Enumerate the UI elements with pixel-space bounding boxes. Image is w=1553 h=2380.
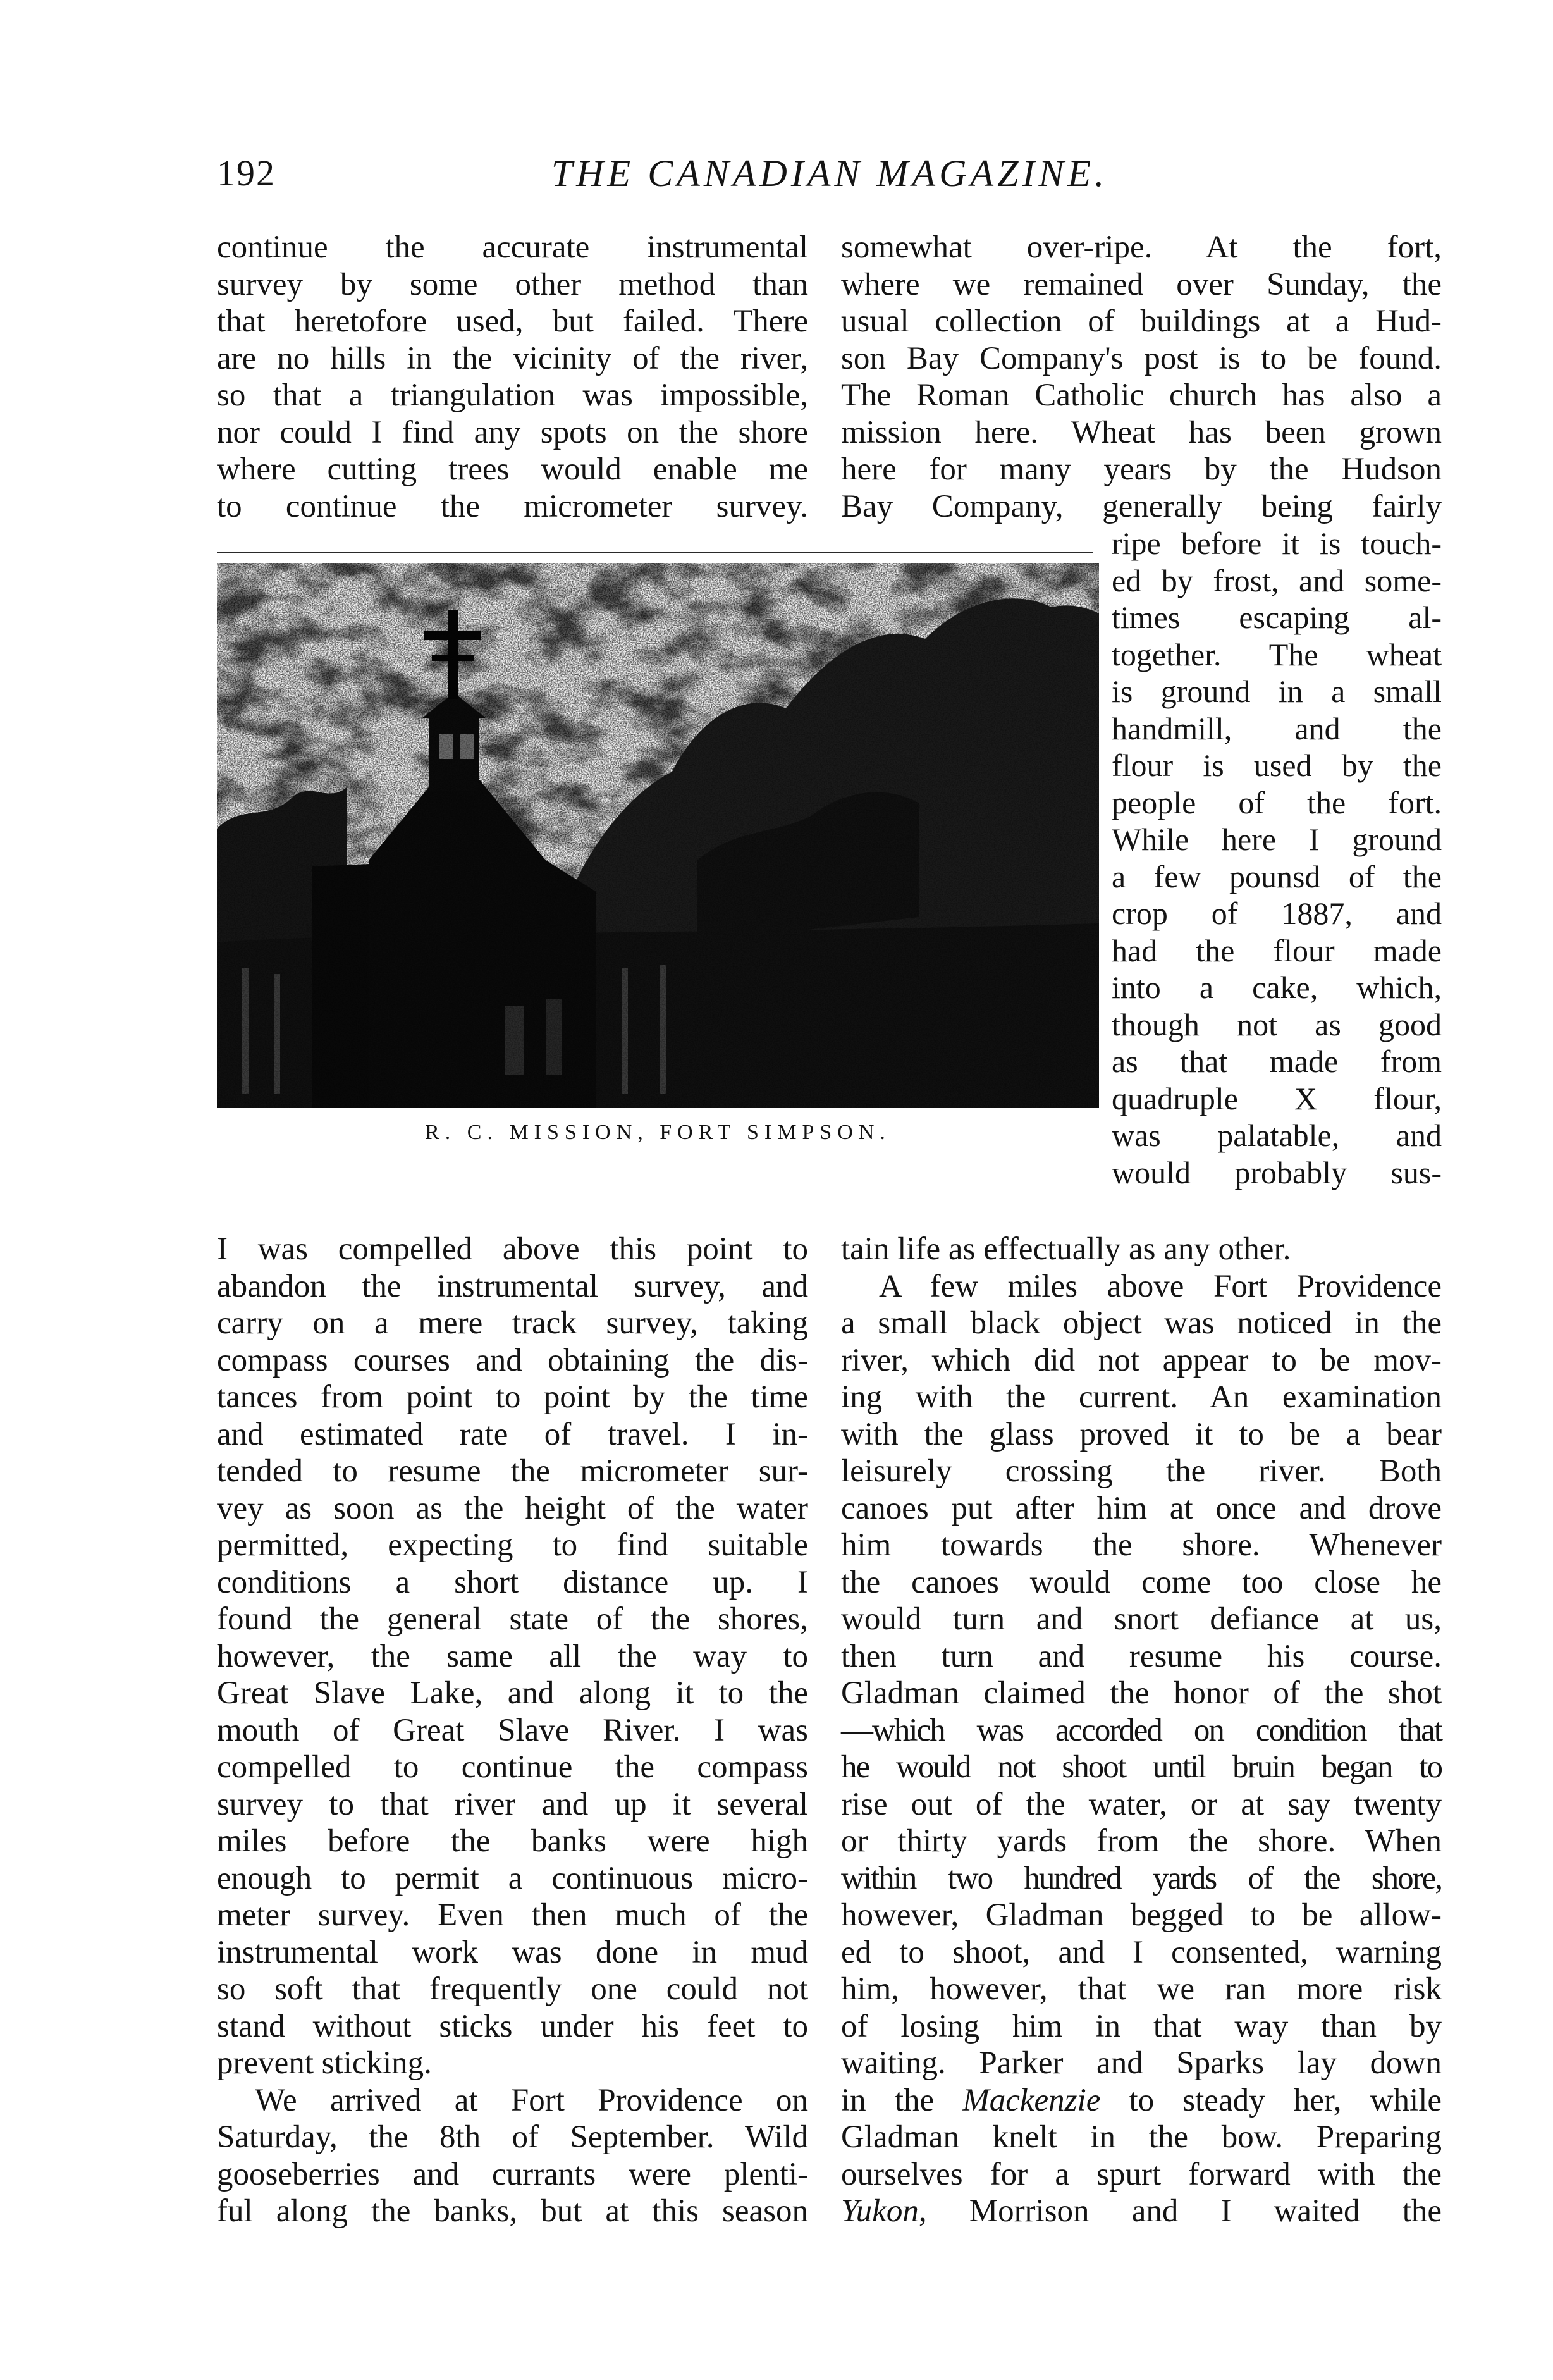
text-line: ing with the current. An examination (841, 1379, 1442, 1415)
text-line: Saturday, the 8th of September. Wild (217, 2119, 808, 2155)
text-line: flour is used by the (1112, 748, 1442, 783)
text-line: —which was accorded on condition that (841, 1712, 1442, 1748)
text-line: tances from point to point by the time (217, 1379, 808, 1415)
text-line: mission here. Wheat has been grown (841, 414, 1442, 450)
text-line: instrumental work was done in mud (217, 1934, 808, 1970)
text-run: in the (841, 2082, 963, 2118)
text-line: crop of 1887, and (1112, 896, 1442, 931)
text-line: river, which did not appear to be mov- (841, 1342, 1442, 1378)
text-line: are no hills in the vicinity of the river, (217, 340, 808, 376)
text-line: handmill, and the (1112, 710, 1442, 746)
text-line: canoes put after him at once and drove (841, 1490, 1442, 1526)
text-line: was palatable, and (1112, 1118, 1442, 1153)
text-line: would probably sus- (1112, 1154, 1442, 1190)
text-line: A few miles above Fort Providence (879, 1268, 1442, 1304)
text-line: son Bay Company's post is to be found. (841, 340, 1442, 376)
text-line: however, Gladman begged to be allow- (841, 1897, 1442, 1933)
text-line: ourselves for a spurt forward with the (841, 2156, 1442, 2192)
text-line: people of the fort. (1112, 784, 1442, 820)
text-line: found the general state of the shores, (217, 1601, 808, 1637)
divider-rule (217, 552, 1093, 553)
mission-illustration (217, 563, 1099, 1108)
text-line: into a cake, which, (1112, 970, 1442, 1005)
text-line: mouth of Great Slave River. I was (217, 1712, 808, 1748)
running-title: THE CANADIAN MAGAZINE. (551, 152, 1108, 194)
canoe-name-yukon: Yukon (841, 2193, 919, 2229)
text-line: continue the accurate instrumental (217, 230, 808, 265)
text-line: though not as good (1112, 1006, 1442, 1042)
text-line: quadruple X flour, (1112, 1080, 1442, 1116)
column-left-bottom (217, 1231, 808, 2230)
text-run: , Morrison and I waited the (918, 2193, 1442, 2229)
text-line: so soft that frequently one could not (217, 1971, 808, 2007)
text-line: ripe before it is touch- (1112, 526, 1442, 561)
text-line: ed to shoot, and I consented, warning (841, 1934, 1442, 1970)
text-line: with the glass proved it to be a bear (841, 1416, 1442, 1452)
text-line: or thirty yards from the shore. When (841, 1823, 1442, 1859)
text-line: had the flour made (1112, 932, 1442, 968)
page-number: 192 (217, 152, 276, 194)
text-line: as that made from (1112, 1044, 1442, 1079)
text-line: where we remained over Sunday, the (841, 266, 1442, 302)
text-line: permitted, expecting to find suitable (217, 1527, 808, 1563)
text-line: then turn and resume his course. (841, 1638, 1442, 1674)
text-line: him, however, that we ran more risk (841, 1971, 1442, 2007)
text-line: compelled to continue the compass (217, 1749, 808, 1785)
text-line: a small black object was noticed in the (841, 1305, 1442, 1341)
text-line (841, 2082, 1442, 2119)
text-line: that heretofore used, but failed. There (217, 304, 808, 339)
text-line: carry on a mere track survey, taking (217, 1305, 808, 1341)
text-line: conditions a short distance up. I (217, 1564, 808, 1600)
text-line: is ground in a small (1112, 674, 1442, 709)
text-line: so that a triangulation was impossible, (217, 378, 808, 413)
column-right-wrap (1112, 525, 1442, 1191)
text-line: and estimated rate of travel. I in- (217, 1416, 808, 1452)
text-line: together. The wheat (1112, 636, 1442, 672)
text-line: We arrived at Fort Providence on (255, 2082, 808, 2118)
text-line: within two hundred yards of the shore, (841, 1860, 1442, 1896)
text-line: rise out of the water, or at say twenty (841, 1786, 1442, 1822)
text-line: stand without sticks under his feet to (217, 2008, 808, 2044)
text-line: leisurely crossing the river. Both (841, 1453, 1442, 1489)
text-line: however, the same all the way to (217, 1638, 808, 1674)
text-line: survey to that river and up it several (217, 1786, 808, 1822)
text-line: gooseberries and currants were plenti- (217, 2156, 808, 2192)
text-line: While here I ground (1112, 822, 1442, 857)
text-line: to continue the micrometer survey. (217, 488, 808, 524)
canoe-name-mackenzie: Mackenzie (962, 2082, 1101, 2118)
text-line: of losing him in that way than by (841, 2008, 1442, 2044)
text-line: The Roman Catholic church has also a (841, 378, 1442, 413)
text-line: prevent sticking. (217, 2045, 432, 2081)
text-line: waiting. Parker and Sparks lay down (841, 2045, 1442, 2081)
text-line: meter survey. Even then much of the (217, 1897, 808, 1933)
text-run: to steady her, while (1100, 2082, 1442, 2118)
text-line: I was compelled above this point to (217, 1231, 808, 1267)
text-line: survey by some other method than (217, 266, 808, 302)
text-line: nor could I find any spots on the shore (217, 414, 808, 450)
text-line: abandon the instrumental survey, and (217, 1268, 808, 1304)
text-line: him towards the shore. Whenever (841, 1527, 1442, 1563)
text-line: where cutting trees would enable me (217, 452, 808, 487)
text-line: Gladman knelt in the bow. Preparing (841, 2119, 1442, 2155)
text-line: would turn and snort defiance at us, (841, 1601, 1442, 1637)
figure-caption: R. C. MISSION, FORT SIMPSON. (425, 1121, 891, 1144)
text-line: Great Slave Lake, and along it to the (217, 1675, 808, 1711)
text-line: Bay Company, generally being fairly (841, 488, 1442, 524)
text-line: ed by frost, and some- (1112, 562, 1442, 598)
text-line: a few pounsd of the (1112, 858, 1442, 894)
column-right-top (841, 229, 1442, 525)
text-line: here for many years by the Hudson (841, 452, 1442, 487)
text-line: the canoes would come too close he (841, 1564, 1442, 1600)
text-line: tended to resume the micrometer sur- (217, 1453, 808, 1489)
mission-engraving (217, 563, 1099, 1108)
text-line (841, 2193, 1442, 2230)
text-line: vey as soon as the height of the water (217, 1490, 808, 1526)
text-line: he would not shoot until bruin began to (841, 1749, 1442, 1785)
text-line: compass courses and obtaining the dis- (217, 1342, 808, 1378)
text-line: Gladman claimed the honor of the shot (841, 1675, 1442, 1711)
text-line: miles before the banks were high (217, 1823, 808, 1859)
text-line: somewhat over-ripe. At the fort, (841, 230, 1442, 265)
column-left-top (217, 229, 808, 525)
text-line: tain life as effectually as any other. (841, 1231, 1291, 1267)
text-line: usual collection of buildings at a Hud- (841, 304, 1442, 339)
text-line: ful along the banks, but at this season (217, 2193, 808, 2229)
page-header (217, 152, 1442, 202)
text-line: enough to permit a continuous micro- (217, 1860, 808, 1896)
text-line: times escaping al- (1112, 600, 1442, 635)
column-right-bottom (841, 1231, 1442, 2230)
